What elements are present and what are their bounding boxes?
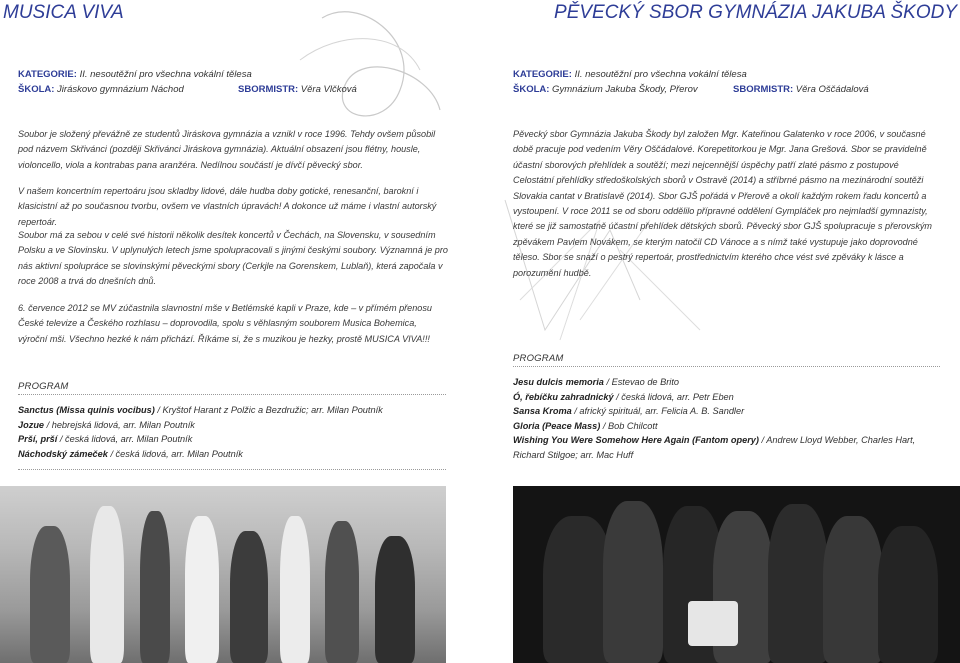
right-conductor bbox=[733, 84, 869, 95]
program-item-credit: / africký spirituál, arr. Felicia A. B. Sandler bbox=[571, 406, 745, 417]
program-item-title: Wishing You Were Somehow Here Again (Fantom opery) bbox=[513, 435, 759, 446]
left-category bbox=[18, 69, 252, 80]
conductor-label: SBORMISTR: bbox=[733, 84, 794, 95]
program-item bbox=[513, 433, 943, 462]
program-item-credit: / Estevao de Brito bbox=[603, 377, 679, 387]
program-item-title: Gloria (Peace Mass) bbox=[513, 420, 601, 431]
conductor-label: SBORMISTR: bbox=[238, 84, 299, 95]
program-item-credit: / česká lidová, arr. Milan Poutník bbox=[57, 434, 193, 445]
program-item bbox=[513, 404, 943, 419]
program-item bbox=[513, 375, 943, 390]
left-school bbox=[18, 84, 184, 95]
left-program-list bbox=[18, 403, 448, 461]
left-program-heading: PROGRAM bbox=[18, 381, 69, 392]
right-category bbox=[513, 69, 747, 80]
right-program-heading: PROGRAM bbox=[513, 353, 564, 364]
program-item-title: Jesu dulcis memoria bbox=[513, 377, 604, 387]
program-item-credit: / česká lidová, arr. Petr Eben bbox=[613, 391, 734, 402]
category-label: KATEGORIE: bbox=[18, 69, 77, 80]
right-program-list bbox=[513, 375, 943, 463]
category-label: KATEGORIE: bbox=[513, 69, 572, 80]
program-item-credit: / Andrew Lloyd Webber, Charles Hart, Richard Stilgoe; arr. Mac Huff bbox=[513, 435, 916, 460]
left-paragraph-1: Soubor je složený převážně ze studentů Jiráskova gymnázia a vznikl v roce 1996. Tehdy ovšem působil pod názvem Skřivánci (později Skřivánci Jiráskova gymnázia). Aktuální obsazení jsou flétny, housle, violoncello, viola a kontrabas pana aranžéra. Nedílnou součástí je dívčí pěvecký sbor. bbox=[18, 129, 436, 170]
program-item-credit: / Kryštof Harant z Polžic a Bezdružic; arr. Milan Poutník bbox=[154, 405, 383, 415]
program-item-title: Prší, prší bbox=[18, 434, 58, 445]
right-paragraph: Pěvecký sbor Gymnázia Jakuba Škody byl založen Mgr. Kateřinou Galatenko v roce 2006, v současné době pracuje pod vedením Věry Oščádalové. Korepetitorkou je Mgr. Jana Grešová. Sbor se pravidelně účastní sborových přehlídek a soutěží; mezi nejcennější úspěchy patří zlaté pásmo z postupové Celostátní přehlídky středoškolských sborů v Ostravě (2014) a stříbrné pásmo na mezinárodní soutěži Slovakia cantat v Bratislavě (2014). Sbor GJŠ pořádá v Přerově a okolí každým rokem řadu koncertů a vystoupení. V roce 2011 se od sboru oddělilo přípravné oddělení Gympláček pro nejmladší gymnazisty, které se již samostatně účastní přehlídek dětských sborů. Pěvecký sbor GJŠ spolupracuje s přerovským zpěvákem Pavlem Novákem, se kterým natočil CD Vánoce a s nímž také vystupuje jako doprovodné těleso. Sbor se snaží o pestrý repertoár, prostřednictvím kterého chce vést své zpěváky k lásce a porozumění hudbě. bbox=[513, 129, 933, 278]
musica-viva-photo bbox=[0, 486, 446, 663]
left-program-rule-bottom bbox=[18, 469, 446, 470]
program-item bbox=[513, 419, 943, 434]
program-item-title: Sanctus (Missa quinis vocibus) bbox=[18, 405, 155, 415]
program-item-title: Náchodský zámeček bbox=[18, 448, 108, 459]
conductor-value: Věra Vlčková bbox=[298, 84, 357, 95]
school-label: ŠKOLA: bbox=[18, 84, 55, 95]
left-paragraph-2: V našem koncertním repertoáru jsou skladby lidové, dále hudba doby gotické, renesanční, barokní i klasicistní až po současnou tvorbu, ovšem ve vlastních úpravách! A dokonce už máme i vlastní autorský repertoár. bbox=[18, 186, 437, 227]
program-item bbox=[18, 447, 448, 462]
left-paragraph-3: Soubor má za sebou v celé své historii několik desítek koncertů v Čechách, na Slovensku, v sousedním Polsku a ve Slovinsku. V uplynulých letech jsme spolupracovali s jinými českými soubory. Významná je pro nás aktivní spolupráce se slovinskými pěveckými sbory (Cerkjle na Gorenskem, Lublaň), která započala v roce 2008 a trvá do dnešních dnů. bbox=[18, 230, 448, 287]
program-item-title: Ó, řebíčku zahradnický bbox=[513, 391, 614, 402]
program-item bbox=[513, 390, 943, 405]
left-program-rule-top bbox=[18, 394, 446, 395]
program-item-title: Jozue bbox=[18, 419, 45, 430]
right-program-rule-top bbox=[513, 366, 940, 367]
choir-photo bbox=[513, 486, 960, 663]
program-item-credit: / hebrejská lidová, arr. Milan Poutník bbox=[44, 419, 195, 430]
program-item-credit: / Bob Chilcott bbox=[600, 420, 658, 431]
left-conductor bbox=[238, 84, 357, 95]
program-item-credit: / česká lidová, arr. Milan Poutník bbox=[107, 448, 243, 459]
left-paragraph-4: 6. července 2012 se MV zúčastnila slavnostní mše v Betlémské kapli v Praze, kde – v přímém přenosu České televize a Českého rozhlasu – doprovodila, spolu s věhlasným souborem Musica Bohemica, výroční mši. Všechno hezké k nám přichází. Říkáme si, že s muzikou je hezky, prostě MUSICA VIVA!!! bbox=[18, 303, 432, 344]
program-item bbox=[18, 403, 448, 418]
category-value: II. nesoutěžní pro všechna vokální tělesa bbox=[571, 69, 747, 80]
category-value: II. nesoutěžní pro všechna vokální tělesa bbox=[76, 69, 252, 80]
left-page-title: MUSICA VIVA bbox=[3, 2, 124, 23]
program-item-title: Sansa Kroma bbox=[513, 406, 572, 417]
program-item bbox=[18, 432, 448, 447]
program-item bbox=[18, 418, 448, 433]
school-label: ŠKOLA: bbox=[513, 84, 550, 95]
right-page-title: PĚVECKÝ SBOR GYMNÁZIA JAKUBA ŠKODY bbox=[554, 2, 957, 23]
conductor-value: Věra Oščádalová bbox=[793, 84, 869, 95]
right-school bbox=[513, 84, 698, 95]
school-value: Jiráskovo gymnázium Náchod bbox=[54, 84, 184, 95]
school-value: Gymnázium Jakuba Škody, Přerov bbox=[549, 84, 698, 95]
